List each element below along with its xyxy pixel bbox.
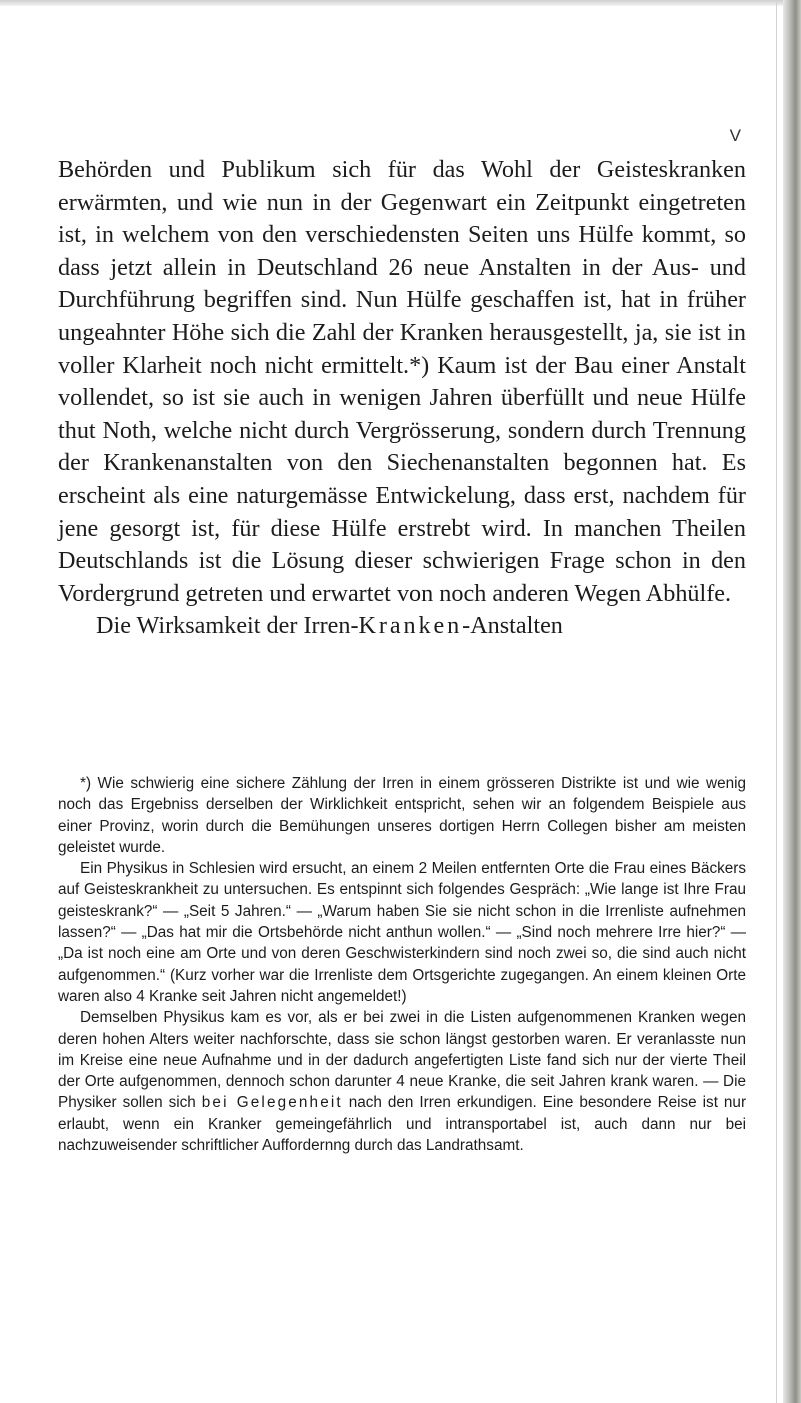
page-top-edge bbox=[0, 0, 801, 6]
footnote-paragraph-1: *) Wie schwierig eine sichere Zählung der Irren in einem grösseren Distrikte ist und wie wenig noch das Ergebniss derselben der Wirklichkeit entspricht, sehen wir an folgendem Beispiele aus einer Provinz, worin durch die Bemühungen unseres dortigen Herrn Collegen bisher am meisten geleistet wurde. bbox=[58, 775, 746, 856]
body-paragraph-2-spaced: Kranken bbox=[358, 612, 463, 640]
footnote bbox=[58, 773, 746, 1156]
page-number: V bbox=[729, 126, 741, 145]
body-paragraph-1: Behörden und Publikum sich für das Wohl der Geisteskranken erwärmten, und wie nun in der Gegenwart ein Zeitpunkt eingetreten ist, in welchem von den verschiedensten Seiten uns Hülfe kommt, so dass jetzt allein in Deutschland 26 neue Anstalten in der Aus- und Durchführung begriffen sind. Nun Hülfe geschaffen ist, hat in früher ungeahnter Höhe sich die Zahl der Kranken herausgestellt, ja, sie ist in voller Klarheit noch nicht ermittelt.*) Kaum ist der Bau einer Anstalt vollendet, so ist sie auch in wenigen Jahren überfüllt und neue Hülfe thut Noth, welche nicht durch Vergrösserung, sondern durch Trennung der Krankenanstalten von den Siechenanstalten begonnen hat. Es erscheint als eine naturgemässe Entwickelung, dass erst, nachdem für jene gesorgt ist, für diese Hülfe erstrebt wird. In manchen Theilen Deutschlands ist die Lösung dieser schwierigen Frage schon in den Vordergrund getreten und erwartet von noch anderen Wegen Abhülfe. bbox=[58, 156, 746, 607]
footnote-paragraph-3-spaced: bei Gelegenheit bbox=[201, 1094, 343, 1112]
footnote-paragraph-3 bbox=[58, 1007, 746, 1156]
main-body-text bbox=[58, 154, 746, 643]
footnote-paragraph-3-start: Demselben Physikus kam es vor, als er bei zwei in die Listen aufgenommenen Kranken wegen deren hohen Alters weiter nachforschte, dass sie schon längst gestorben waren. Er veranlasste nun im Kreise eine neue Aufnahme und in der dadurch angefertigten Liste fand sich nur der vierte Theil der Orte aufgenommen, dennoch schon darunter 4 neue Kranke, die seit Jahren krank waren. — Die Physiker sollen sich bbox=[58, 1009, 746, 1112]
footnote-paragraph-3-end: nach den Irren erkundigen. Eine besondere Reise ist nur erlaubt, wenn ein Kranker gemeingefährlich und intransportabel ist, auch dann nur bei nachzuweisender schriftlicher Auffordernng durch das Landrathsamt. bbox=[58, 1094, 747, 1155]
book-spine-edge bbox=[783, 0, 801, 1403]
binding-shadow-line bbox=[776, 0, 777, 1403]
body-paragraph-2 bbox=[58, 610, 746, 643]
body-paragraph-2-start: Die Wirksamkeit der Irren- bbox=[96, 612, 359, 640]
footnote-paragraph-2: Ein Physikus in Schlesien wird ersucht, an einem 2 Meilen entfernten Orte die Frau eines Bäckers auf Geisteskrankheit zu untersuchen. Es entspinnt sich folgendes Gespräch: „Wie lange ist Ihre Frau geisteskrank?“ — „Seit 5 Jahren.“ — „Warum haben Sie sie nicht schon in die Irrenliste aufnehmen lassen?“ — „Das hat mir die Ortsbehörde nicht anthun wollen.“ — „Sind noch mehrere Irre hier?“ — „Da ist noch eine am Orte und von deren Geschwisterkindern sind noch zwei so, die sind auch nicht aufgenommen.“ (Kurz vorher war die Irrenliste dem Ortsgerichte zugegangen. An einem kleinen Orte waren also 4 Kranke seit Jahren nicht angemeldet!) bbox=[58, 860, 746, 1005]
body-paragraph-2-end: -Anstalten bbox=[462, 612, 563, 640]
